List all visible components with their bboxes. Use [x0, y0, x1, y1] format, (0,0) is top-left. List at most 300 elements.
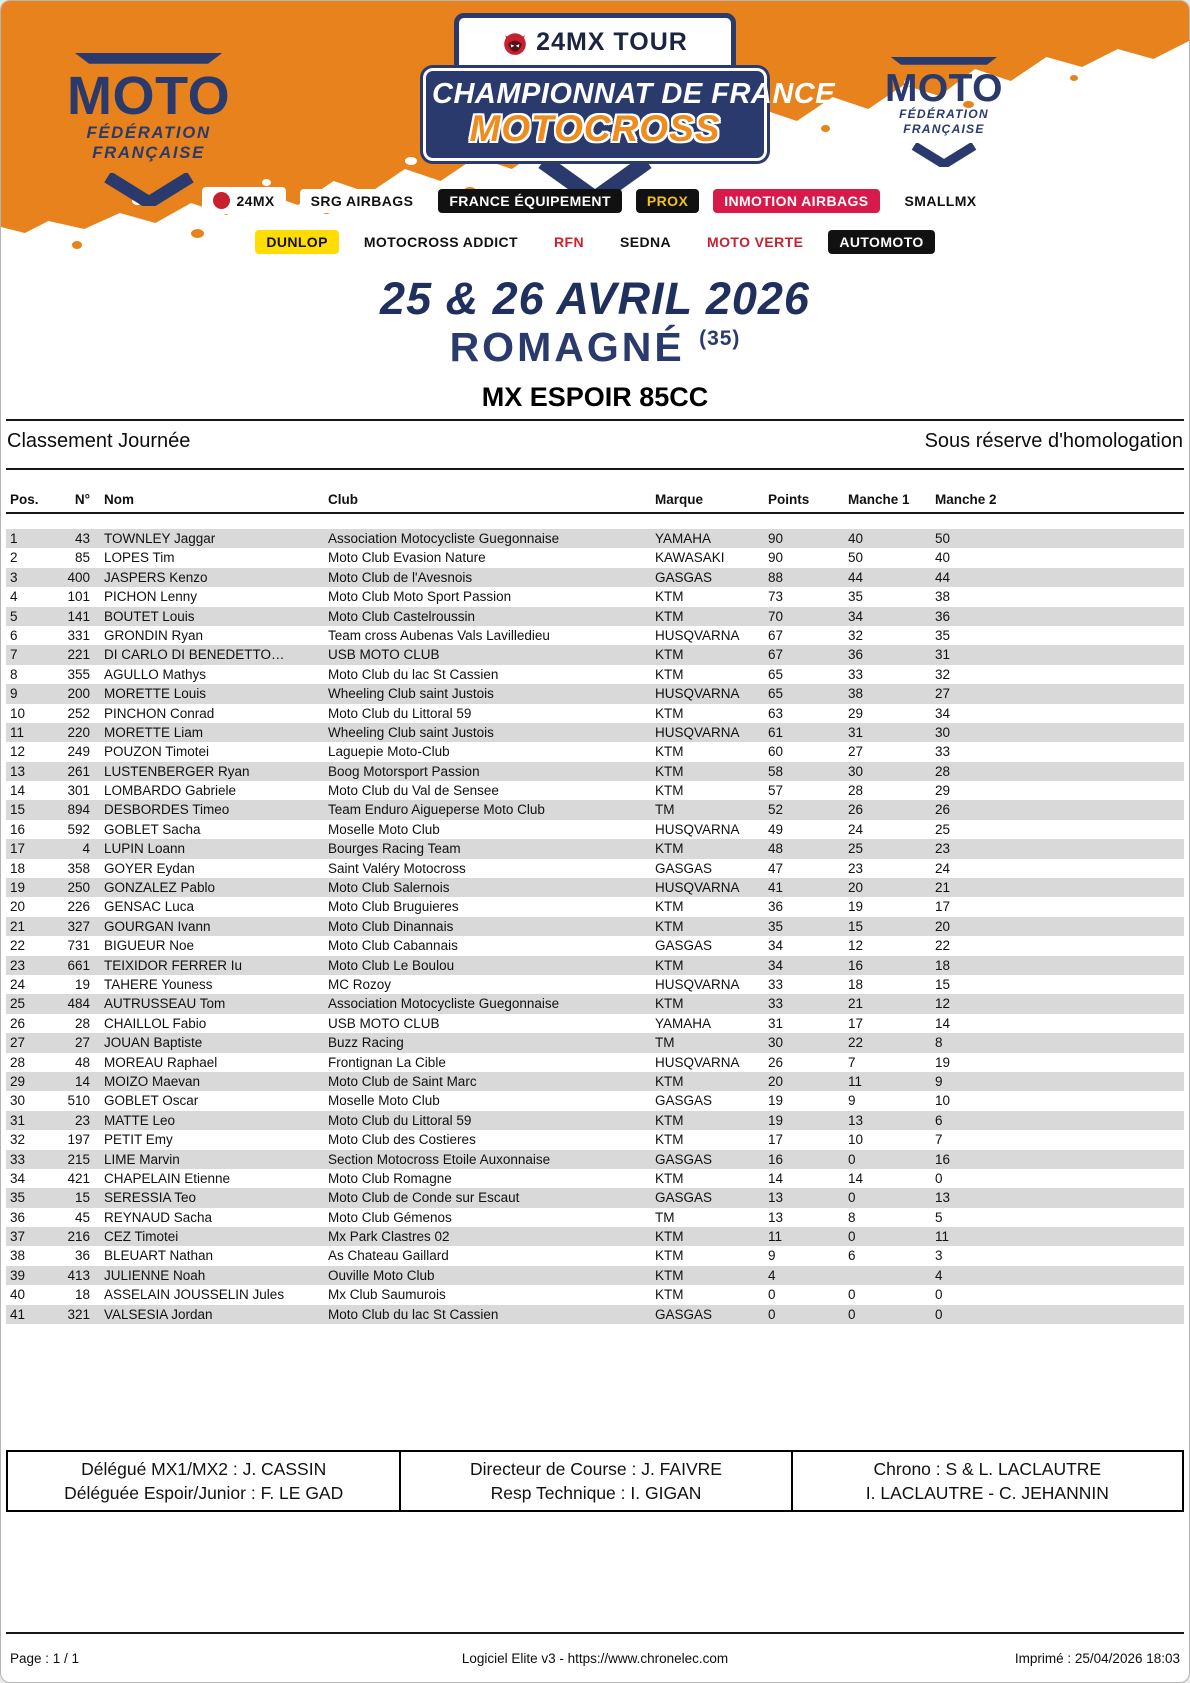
official-line: I. LACLAUTRE - C. JEHANNIN [865, 1483, 1109, 1504]
official-line: Chrono : S & L. LACLAUTRE [873, 1459, 1102, 1480]
cell-spacer [90, 800, 104, 819]
cell-marque: KTM [655, 1073, 684, 1089]
cell-pos: 10 [10, 705, 26, 721]
cell-pos: 27 [10, 1035, 26, 1051]
cell-manche-2: 31 [935, 647, 951, 663]
cell-spacer [90, 1246, 104, 1265]
cell-manche-2: 10 [935, 1093, 951, 1109]
cell-points: 57 [768, 783, 784, 799]
cell-nom: MORETTE Liam [104, 724, 204, 740]
cell-points: 19 [768, 1112, 784, 1128]
cell-manche-1: 8 [848, 1209, 856, 1225]
cell-manche-2: 32 [935, 666, 951, 682]
cell-points: 88 [768, 569, 784, 585]
cell-n: 301 [67, 783, 90, 799]
cell-manche-2: 25 [935, 821, 951, 837]
cell-n: 43 [74, 531, 90, 546]
cell-manche-1: 31 [848, 724, 864, 740]
cell-manche-2: 13 [935, 1190, 951, 1206]
cell-spacer [90, 1285, 104, 1304]
sponsor-label: SRG AIRBAGS [310, 192, 414, 209]
cell-manche-1: 7 [848, 1054, 856, 1070]
cell-marque: KTM [655, 744, 684, 760]
sponsor-label: 24MX [236, 192, 275, 209]
cell-n: 216 [67, 1229, 90, 1245]
table-row [6, 1227, 1184, 1246]
cell-club: Moto Club du lac St Cassien [328, 666, 499, 682]
cell-points: 9 [768, 1248, 776, 1264]
cell-club: Ouville Moto Club [328, 1267, 435, 1283]
cell-marque: GASGAS [655, 860, 713, 876]
event-location-dept: (35) [699, 327, 741, 350]
sponsor-label: AUTOMOTO [839, 234, 924, 250]
cell-nom: MOIZO Maevan [104, 1073, 201, 1089]
cell-club: Moto Club Dinannais [328, 918, 454, 934]
table-row [6, 800, 1184, 819]
cell-manche-2: 7 [935, 1132, 943, 1148]
sponsor-label: MOTO VERTE [707, 234, 804, 250]
cell-nom: VALSESIA Jordan [104, 1306, 213, 1322]
cell-nom: PICHON Lenny [104, 589, 198, 605]
cell-points: 16 [768, 1151, 784, 1167]
cell-n: 19 [74, 976, 90, 992]
cell-n: 220 [67, 724, 90, 740]
cell-marque: YAMAHA [655, 1015, 712, 1031]
cell-n: 321 [67, 1306, 90, 1322]
cell-spacer [90, 1227, 104, 1246]
cell-spacer [90, 762, 104, 781]
table-row [6, 684, 1184, 703]
cell-club: Moto Club Salernois [328, 880, 450, 896]
cell-pos: 26 [10, 1015, 26, 1031]
cell-manche-2: 40 [935, 550, 951, 566]
cell-manche-2: 35 [935, 627, 951, 643]
cell-manche-1: 50 [848, 550, 864, 566]
cell-pos: 28 [10, 1054, 26, 1070]
table-row [6, 859, 1184, 878]
cell-points: 41 [768, 880, 784, 896]
cell-nom: LOPES Tim [104, 550, 175, 566]
cell-n: 226 [67, 899, 90, 915]
cell-club: MC Rozoy [328, 976, 392, 992]
cell-club: Moto Club de l'Avesnois [328, 569, 473, 585]
cell-marque: KTM [655, 705, 684, 721]
cell-manche-1: 26 [848, 802, 864, 818]
cell-points: 61 [768, 724, 784, 740]
cell-nom: JOUAN Baptiste [104, 1035, 203, 1051]
cell-manche-2: 44 [935, 569, 951, 585]
cell-points: 13 [768, 1190, 784, 1206]
sponsor-smallmx-logo [894, 189, 988, 213]
cell-pos: 16 [10, 821, 26, 837]
col-header-points: Points [768, 492, 810, 507]
cell-points: 90 [768, 550, 784, 566]
24mx-devil-icon [213, 192, 230, 209]
table-row [6, 1246, 1184, 1265]
cell-nom: GOYER Eydan [104, 860, 195, 876]
table-row [6, 529, 1184, 548]
sponsor-label: SMALLMX [904, 192, 977, 209]
cell-manche-1: 23 [848, 860, 864, 876]
cell-points: 17 [768, 1132, 784, 1148]
cell-club: Moselle Moto Club [328, 821, 440, 837]
cell-manche-1: 33 [848, 666, 864, 682]
sponsors-row-2 [1, 230, 1189, 254]
cell-pos: 25 [10, 996, 26, 1012]
page-title: MX ESPOIR 85CC [481, 382, 709, 412]
sponsor-moto-verte-logo [696, 230, 814, 254]
cell-n: 221 [67, 647, 90, 663]
cell-marque: YAMAHA [655, 531, 712, 546]
cell-spacer [90, 1130, 104, 1149]
cell-manche-2: 28 [935, 763, 951, 779]
banner-tour-label: 24MX TOUR [536, 28, 688, 56]
cell-marque: HUSQVARNA [655, 724, 740, 740]
cell-manche-2: 50 [935, 531, 951, 546]
cell-points: 63 [768, 705, 784, 721]
cell-pos: 7 [10, 647, 18, 663]
table-row [6, 568, 1184, 587]
cell-club: Wheeling Club saint Justois [328, 686, 494, 702]
col-header-club: Club [328, 492, 358, 507]
cell-club: Moselle Moto Club [328, 1093, 440, 1109]
cell-manche-2: 29 [935, 783, 951, 799]
cell-n: 413 [67, 1267, 90, 1283]
cell-nom: CHAILLOL Fabio [104, 1015, 207, 1031]
table-row [6, 936, 1184, 955]
cell-marque: KTM [655, 1112, 684, 1128]
cell-manche-2: 23 [935, 841, 951, 857]
cell-n: 400 [67, 569, 90, 585]
cell-club: Mx Park Clastres 02 [328, 1229, 450, 1245]
divider [6, 468, 1184, 470]
table-row [6, 820, 1184, 839]
cell-marque: HUSQVARNA [655, 686, 740, 702]
official-line: Délégué MX1/MX2 : J. CASSIN [81, 1459, 327, 1480]
cell-club: Bourges Racing Team [328, 841, 461, 857]
cell-marque: KTM [655, 899, 684, 915]
cell-manche-2: 22 [935, 938, 951, 954]
table-row [6, 878, 1184, 897]
banner-championnat-label: CHAMPIONNAT DE FRANCE [432, 78, 836, 110]
table-row [6, 742, 1184, 761]
cell-nom: TEIXIDOR FERRER Iu [104, 957, 243, 973]
cell-manche-2: 30 [935, 724, 951, 740]
cell-n: 250 [67, 880, 90, 896]
cell-n: 592 [67, 821, 90, 837]
cell-spacer [90, 742, 104, 761]
table-row [6, 665, 1184, 684]
cell-points: 73 [768, 589, 784, 605]
officials-box [6, 1450, 1184, 1512]
cell-n: 48 [74, 1054, 90, 1070]
cell-spacer [90, 684, 104, 703]
cell-spacer [90, 781, 104, 800]
cell-pos: 31 [10, 1112, 26, 1128]
cell-manche-1: 32 [848, 627, 864, 643]
cell-manche-1: 24 [848, 821, 864, 837]
cell-spacer [90, 1111, 104, 1130]
cell-nom: JULIENNE Noah [104, 1267, 206, 1283]
cell-spacer [90, 1091, 104, 1110]
cell-manche-1: 15 [848, 918, 864, 934]
cell-spacer [90, 897, 104, 916]
cell-spacer [90, 723, 104, 742]
cell-club: Moto Club de Saint Marc [328, 1073, 477, 1089]
cell-marque: HUSQVARNA [655, 1054, 740, 1070]
cell-n: 355 [67, 666, 90, 682]
table-row [6, 1072, 1184, 1091]
results-rows [6, 529, 1184, 1324]
cell-club: Buzz Racing [328, 1035, 404, 1051]
cell-pos: 21 [10, 918, 26, 934]
cell-pos: 13 [10, 763, 26, 779]
cell-manche-2: 17 [935, 899, 951, 915]
table-row [6, 917, 1184, 936]
cell-spacer [90, 1188, 104, 1207]
cell-spacer [90, 1072, 104, 1091]
event-header [1, 1, 1189, 373]
cell-club: Saint Valéry Motocross [328, 860, 466, 876]
cell-manche-1: 44 [848, 569, 864, 585]
cell-pos: 30 [10, 1093, 26, 1109]
cell-manche-1: 13 [848, 1112, 864, 1128]
cell-marque: HUSQVARNA [655, 821, 740, 837]
section-classement-label: Classement Journée [7, 430, 191, 452]
cell-manche-2: 33 [935, 744, 951, 760]
cell-marque: KTM [655, 996, 684, 1012]
col-header-manche1: Manche 1 [848, 492, 910, 507]
cell-manche-1: 25 [848, 841, 864, 857]
cell-manche-1: 16 [848, 957, 864, 973]
cell-manche-1: 22 [848, 1035, 864, 1051]
cell-n: 249 [67, 744, 90, 760]
cell-marque: TM [655, 802, 675, 818]
cell-marque: HUSQVARNA [655, 880, 740, 896]
cell-pos: 9 [10, 686, 18, 702]
cell-pos: 12 [10, 744, 26, 760]
ffm-logo-top-bar [70, 53, 227, 64]
ffm-logo-top-bar [887, 57, 1000, 65]
cell-nom: LIME Marvin [104, 1151, 180, 1167]
cell-points: 52 [768, 802, 784, 818]
table-row [6, 839, 1184, 858]
cell-pos: 1 [10, 531, 18, 546]
table-row [6, 1130, 1184, 1149]
cell-spacer [90, 1053, 104, 1072]
official-line: Déléguée Espoir/Junior : F. LE GAD [64, 1483, 344, 1504]
cell-n: 731 [67, 938, 90, 954]
cell-marque: GASGAS [655, 1093, 713, 1109]
cell-n: 36 [74, 1248, 90, 1264]
cell-pos: 8 [10, 666, 18, 682]
cell-spacer [90, 1014, 104, 1033]
sponsor-srg-airbags-logo [300, 189, 425, 213]
cell-points: 0 [768, 1306, 776, 1322]
ffm-logo-francaise: FRANÇAISE [92, 142, 205, 162]
cell-club: Moto Club Romagne [328, 1170, 452, 1186]
cell-manche-1: 21 [848, 996, 864, 1012]
cell-points: 67 [768, 627, 784, 643]
cell-pos: 18 [10, 860, 26, 876]
cell-nom: GENSAC Luca [104, 899, 195, 915]
table-row [6, 1188, 1184, 1207]
table-row [6, 762, 1184, 781]
cell-nom: GRONDIN Ryan [104, 627, 204, 643]
cell-manche-1: 29 [848, 705, 864, 721]
cell-pos: 40 [10, 1287, 26, 1303]
officials-chrono [791, 1452, 1182, 1510]
cell-nom: LUPIN Loann [104, 841, 186, 857]
cell-pos: 22 [10, 938, 26, 954]
cell-club: Moto Club Le Boulou [328, 957, 455, 973]
cell-nom: MOREAU Raphael [104, 1054, 218, 1070]
cell-manche-2: 34 [935, 705, 951, 721]
cell-manche-1: 19 [848, 899, 864, 915]
cell-marque: KTM [655, 1248, 684, 1264]
sponsor-dunlop-logo [255, 230, 339, 254]
cell-manche-1 [848, 1266, 935, 1285]
cell-spacer [90, 839, 104, 858]
sponsor-label: INMOTION AIRBAGS [724, 192, 869, 209]
footer-page-number: Page : 1 / 1 [10, 1651, 80, 1667]
table-row [6, 1150, 1184, 1169]
cell-club: Mx Club Saumurois [328, 1287, 446, 1303]
cell-spacer [90, 587, 104, 606]
col-header-spacer [90, 492, 104, 507]
cell-marque: HUSQVARNA [655, 627, 740, 643]
cell-manche-2: 3 [935, 1248, 943, 1264]
cell-marque: KTM [655, 1229, 684, 1245]
cell-club: Moto Club Evasion Nature [328, 550, 486, 566]
col-header-pos: Pos. [10, 492, 39, 507]
cell-points: 70 [768, 608, 784, 624]
cell-pos: 29 [10, 1073, 26, 1089]
ffm-moto-logo-right [885, 57, 1003, 167]
cell-points: 60 [768, 744, 784, 760]
cell-nom: TAHERE Youness [104, 976, 213, 992]
sponsor-label: FRANCE ÉQUIPEMENT [449, 192, 611, 209]
cell-spacer [90, 936, 104, 955]
cell-club: Moto Club Gémenos [328, 1209, 452, 1225]
cell-club: Moto Club du lac St Cassien [328, 1306, 499, 1322]
table-row [6, 1208, 1184, 1227]
cell-manche-1: 14 [848, 1170, 864, 1186]
cell-points: 19 [768, 1093, 784, 1109]
cell-points: 65 [768, 666, 784, 682]
cell-points: 34 [768, 957, 784, 973]
cell-spacer [90, 994, 104, 1013]
banner-title-band [423, 68, 836, 161]
cell-nom: TOWNLEY Jaggar [104, 531, 216, 546]
cell-pos: 38 [10, 1248, 26, 1264]
ffm-logo-word: MOTO [67, 66, 231, 127]
cell-manche-2: 24 [935, 860, 951, 876]
cell-pos: 39 [10, 1267, 26, 1283]
cell-nom: GOURGAN Ivann [104, 918, 211, 934]
ffm-logo-word: MOTO [885, 67, 1003, 111]
cell-nom: SERESSIA Teo [104, 1190, 197, 1206]
table-row [6, 723, 1184, 742]
cell-manche-1: 27 [848, 744, 864, 760]
cell-points: 90 [768, 531, 784, 546]
table-row [6, 781, 1184, 800]
table-row [6, 607, 1184, 626]
cell-n: 45 [74, 1209, 90, 1225]
cell-marque: KTM [655, 783, 684, 799]
cell-manche-2: 15 [935, 976, 951, 992]
cell-manche-2: 18 [935, 957, 951, 973]
banner-motocross-label: MOTOCROSS [469, 108, 721, 150]
sponsor-label: DUNLOP [266, 234, 328, 250]
cell-n: 27 [74, 1035, 90, 1051]
cell-points: 35 [768, 918, 784, 934]
table-row [6, 1285, 1184, 1304]
cell-club: Laguepie Moto-Club [328, 744, 450, 760]
cell-points: 11 [768, 1229, 783, 1245]
cell-nom: POUZON Timotei [104, 744, 210, 760]
table-row [6, 1053, 1184, 1072]
cell-manche-2: 0 [935, 1287, 943, 1303]
cell-manche-2: 16 [935, 1151, 951, 1167]
cell-marque: GASGAS [655, 569, 713, 585]
section-homologation-label: Sous réserve d'homologation [924, 430, 1183, 452]
cell-marque: GASGAS [655, 1306, 713, 1322]
cell-manche-1: 11 [848, 1073, 863, 1089]
cell-spacer [90, 607, 104, 626]
table-row [6, 645, 1184, 664]
cell-n: 197 [67, 1132, 90, 1148]
cell-spacer [90, 548, 104, 567]
cell-pos: 3 [10, 569, 18, 585]
cell-manche-1: 38 [848, 686, 864, 702]
cell-n: 200 [67, 686, 90, 702]
cell-nom: PINCHON Conrad [104, 705, 215, 721]
cell-spacer [90, 704, 104, 723]
cell-n: 331 [67, 627, 90, 643]
cell-marque: KTM [655, 1132, 684, 1148]
cell-n: 252 [67, 705, 90, 721]
cell-spacer [90, 878, 104, 897]
cell-n: 101 [67, 589, 90, 605]
cell-manche-1: 30 [848, 763, 864, 779]
event-location [1, 324, 1189, 371]
cell-marque: HUSQVARNA [655, 976, 740, 992]
cell-pos: 34 [10, 1170, 26, 1186]
cell-club: Association Motocycliste Guegonnaise [328, 531, 560, 546]
sponsor-label: SEDNA [620, 234, 672, 250]
cell-points: 58 [768, 763, 784, 779]
cell-club: As Chateau Gaillard [328, 1248, 449, 1264]
cell-pos: 41 [10, 1306, 26, 1322]
sponsor-sedna-logo [609, 230, 682, 254]
table-row [6, 1305, 1184, 1324]
cell-manche-1: 17 [848, 1015, 864, 1031]
cell-n: 894 [67, 802, 90, 818]
cell-manche-2: 21 [935, 880, 951, 896]
24mx-devil-icon [502, 30, 528, 56]
cell-marque: TM [655, 1035, 675, 1051]
cell-club: Association Motocycliste Guegonnaise [328, 996, 560, 1012]
sponsor-inmotion-airbags-logo [713, 189, 879, 213]
cell-marque: KTM [655, 608, 684, 624]
cell-points: 48 [768, 841, 784, 857]
cell-nom: LUSTENBERGER Ryan [104, 763, 250, 779]
table-row [6, 1091, 1184, 1110]
cell-manche-1: 0 [848, 1190, 856, 1206]
ffm-logo-francaise: FRANÇAISE [903, 121, 985, 136]
cell-spacer [90, 917, 104, 936]
